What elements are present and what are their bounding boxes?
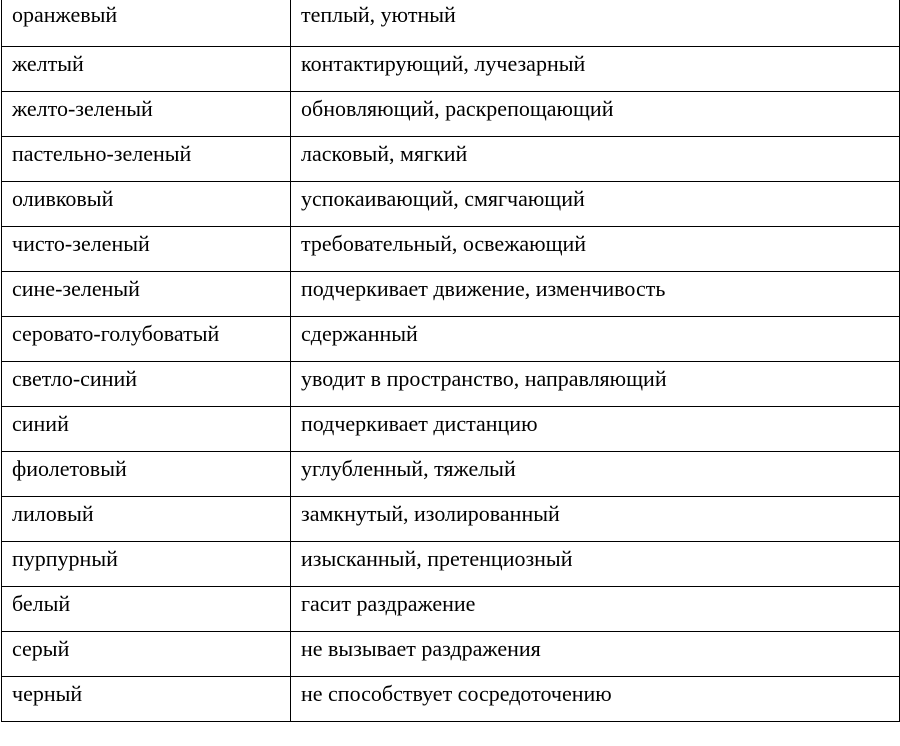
table-row [2,0,900,46]
color-description-cell: контактирующий, лучезарный [291,46,900,91]
color-description-cell: углубленный, тяжелый [291,451,900,496]
color-name-cell: сине-зеленый [2,271,291,316]
color-name-cell: пурпурный [2,541,291,586]
color-name-cell: желтый [2,46,291,91]
table-row [2,631,900,676]
table-row [2,586,900,631]
color-name-cell: фиолетовый [2,451,291,496]
table-row [2,136,900,181]
color-name-cell: белый [2,586,291,631]
color-name-cell: лиловый [2,496,291,541]
color-description-cell: замкнутый, изолированный [291,496,900,541]
color-description-cell: теплый, уютный [291,0,900,46]
color-description-cell: успокаивающий, смягчающий [291,181,900,226]
color-name-cell: оливковый [2,181,291,226]
table-row [2,181,900,226]
color-description-cell: подчеркивает движение, изменчивость [291,271,900,316]
table-row [2,271,900,316]
table-row [2,406,900,451]
table-row [2,541,900,586]
color-description-cell: уводит в пространство, направляющий [291,361,900,406]
color-description-cell: подчеркивает дистанцию [291,406,900,451]
table-row [2,226,900,271]
color-description-cell: ласковый, мягкий [291,136,900,181]
color-description-cell: сдержанный [291,316,900,361]
color-name-cell: пастельно-зеленый [2,136,291,181]
table-row [2,46,900,91]
color-name-cell: серовато-голубоватый [2,316,291,361]
color-name-cell: чисто-зеленый [2,226,291,271]
color-description-cell: требовательный, освежающий [291,226,900,271]
color-name-cell: оранжевый [2,0,291,46]
table-row [2,496,900,541]
table-body [2,0,900,721]
table-row [2,676,900,721]
table-row [2,316,900,361]
color-name-cell: светло-синий [2,361,291,406]
table-row [2,451,900,496]
color-description-cell: не вызывает раздражения [291,631,900,676]
color-name-cell: синий [2,406,291,451]
color-name-cell: черный [2,676,291,721]
color-associations-table [1,0,900,722]
table-row [2,361,900,406]
color-name-cell: желто-зеленый [2,91,291,136]
color-description-cell: гасит раздражение [291,586,900,631]
color-description-cell: обновляющий, раскрепощающий [291,91,900,136]
color-description-cell: изысканный, претенциозный [291,541,900,586]
color-name-cell: серый [2,631,291,676]
color-description-cell: не способствует сосредоточению [291,676,900,721]
table-row [2,91,900,136]
